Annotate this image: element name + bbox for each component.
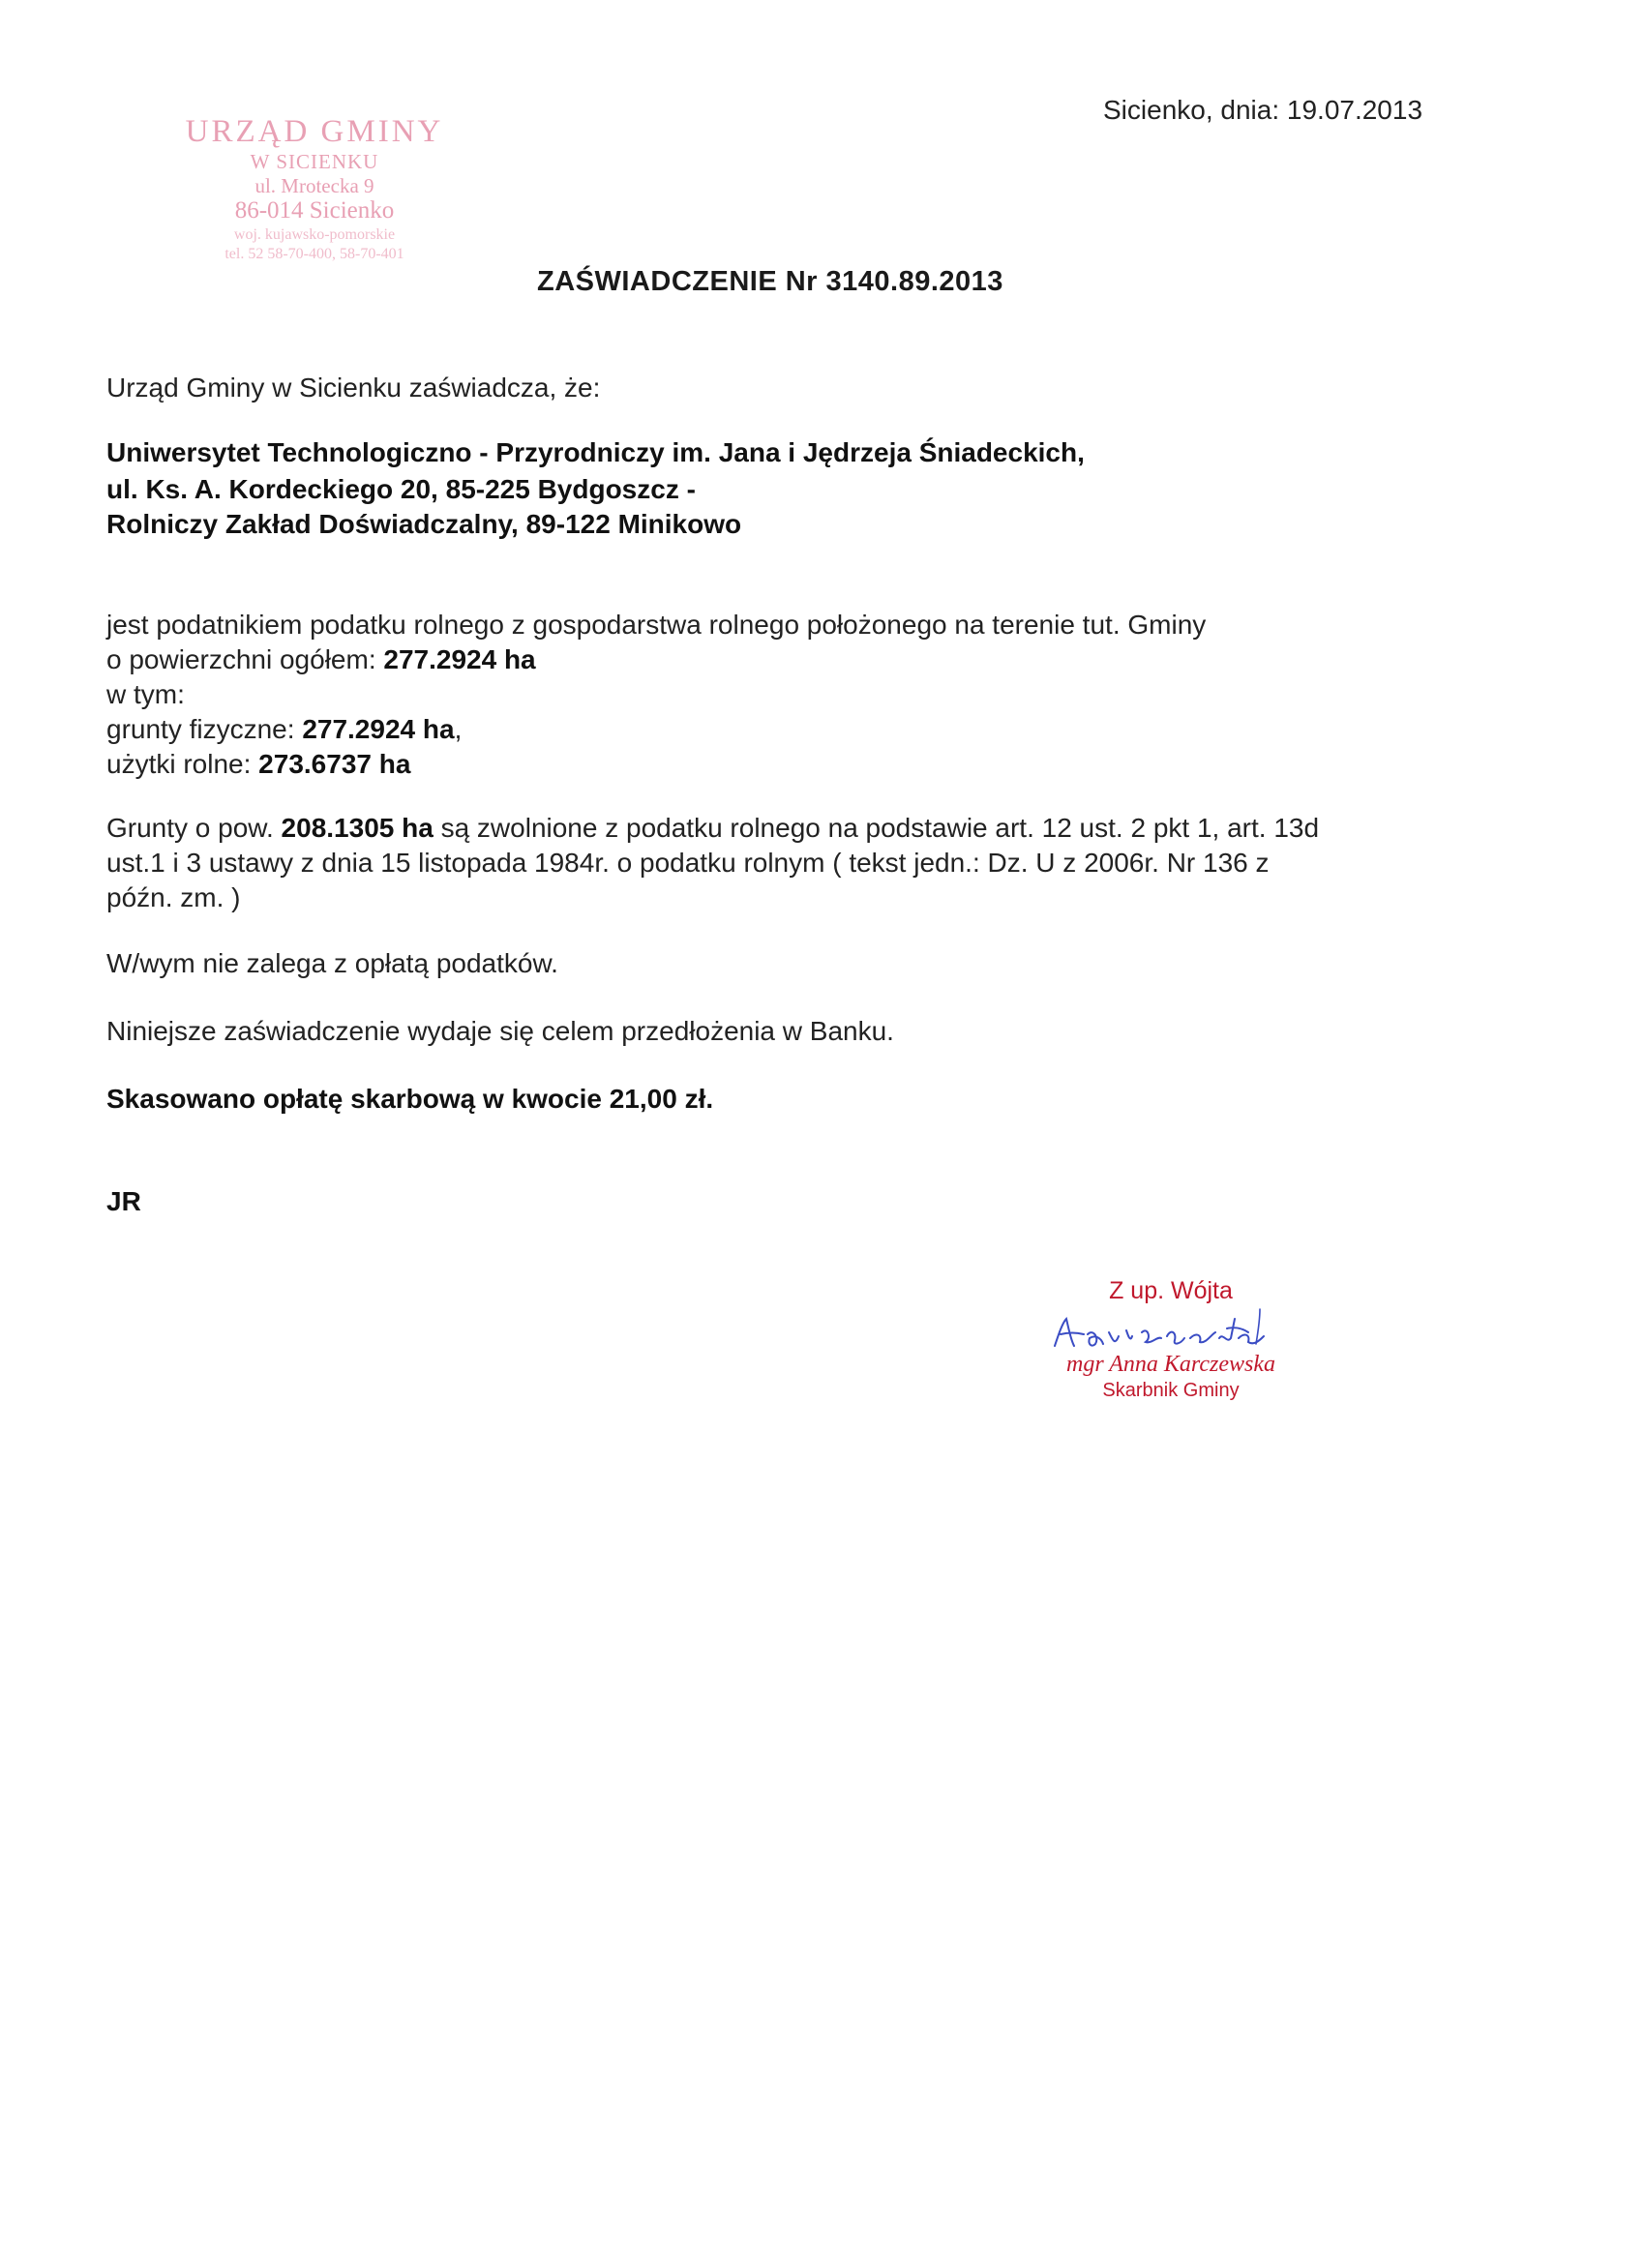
stamp-line: 86-014 Sicienko: [234, 197, 395, 224]
office-stamp: [145, 114, 484, 262]
physical-value: 277.2924 ha: [302, 714, 455, 744]
arable-land: [106, 749, 410, 780]
no-arrears-text: W/wym nie zalega z opłatą podatków.: [106, 948, 558, 978]
area-total: [106, 644, 536, 675]
exemption-rest: są zwolnione z podatku rolnego na podstawie art. 12 ust. 2 pkt 1, art. 13d: [433, 813, 1320, 843]
entity-line-2: ul. Ks. A. Kordeckiego 20, 85-225 Bydgoszcz -: [106, 474, 696, 504]
signature-block: [1006, 1277, 1335, 1402]
intro-text: Urząd Gminy w Sicienku zaświadcza, że:: [106, 373, 601, 403]
arable-value: 273.6737 ha: [258, 749, 411, 779]
area-total-label: o powierzchni ogółem:: [106, 644, 384, 674]
initials: JR: [106, 1186, 141, 1216]
in-that-text: w tym:: [106, 679, 185, 709]
exemption-line-2: ust.1 i 3 ustawy z dnia 15 listopada 1984r. o podatku rolnym ( tekst jedn.: Dz. U z 2006r. Nr 136 z: [106, 848, 1270, 878]
document-title: ZAŚWIADCZENIE Nr 3140.89.2013: [537, 266, 1003, 297]
entity-line-3: Rolniczy Zakład Doświadczalny, 89-122 Minikowo: [106, 509, 742, 539]
stamp-line: woj. kujawsko-pomorskie: [233, 225, 396, 243]
physical-suffix: ,: [454, 714, 463, 744]
entity-line-1: Uniwersytet Technologiczno - Przyrodniczy im. Jana i Jędrzeja Śniadeckich,: [106, 437, 1085, 467]
signature-role: Z up. Wójta: [1109, 1277, 1233, 1304]
stamp-line: ul. Mrotecka 9: [254, 174, 374, 198]
exemption-line-1: [106, 813, 1319, 844]
exemption-line-3: późn. zm. ): [106, 882, 241, 912]
signature-title: Skarbnik Gminy: [1102, 1380, 1240, 1401]
handwritten-signature: [1006, 1305, 1335, 1352]
signature-name: mgr Anna Karczewska: [1066, 1352, 1275, 1377]
physical-land: [106, 714, 462, 745]
exemption-prefix: Grunty o pow.: [106, 813, 282, 843]
fee-text: Skasowano opłatę skarbową w kwocie 21,00 zł.: [106, 1084, 714, 1114]
body-line-1: jest podatnikiem podatku rolnego z gospodarstwa rolnego położonego na terenie tut. Gminy: [106, 610, 1207, 640]
stamp-line: URZĄD GMINY: [185, 114, 444, 149]
document-date: Sicienko, dnia: 19.07.2013: [1103, 95, 1423, 125]
physical-label: grunty fizyczne:: [106, 714, 303, 744]
area-total-value: 277.2924 ha: [383, 644, 536, 674]
purpose-text: Niniejsze zaświadczenie wydaje się celem przedłożenia w Banku.: [106, 1016, 894, 1046]
signature-scribble: [1006, 1305, 1335, 1359]
stamp-line: W SICIENKU: [250, 150, 379, 174]
arable-label: użytki rolne:: [106, 749, 259, 779]
stamp-line: tel. 52 58-70-400, 58-70-401: [224, 245, 404, 262]
exemption-value: 208.1305 ha: [281, 813, 434, 843]
